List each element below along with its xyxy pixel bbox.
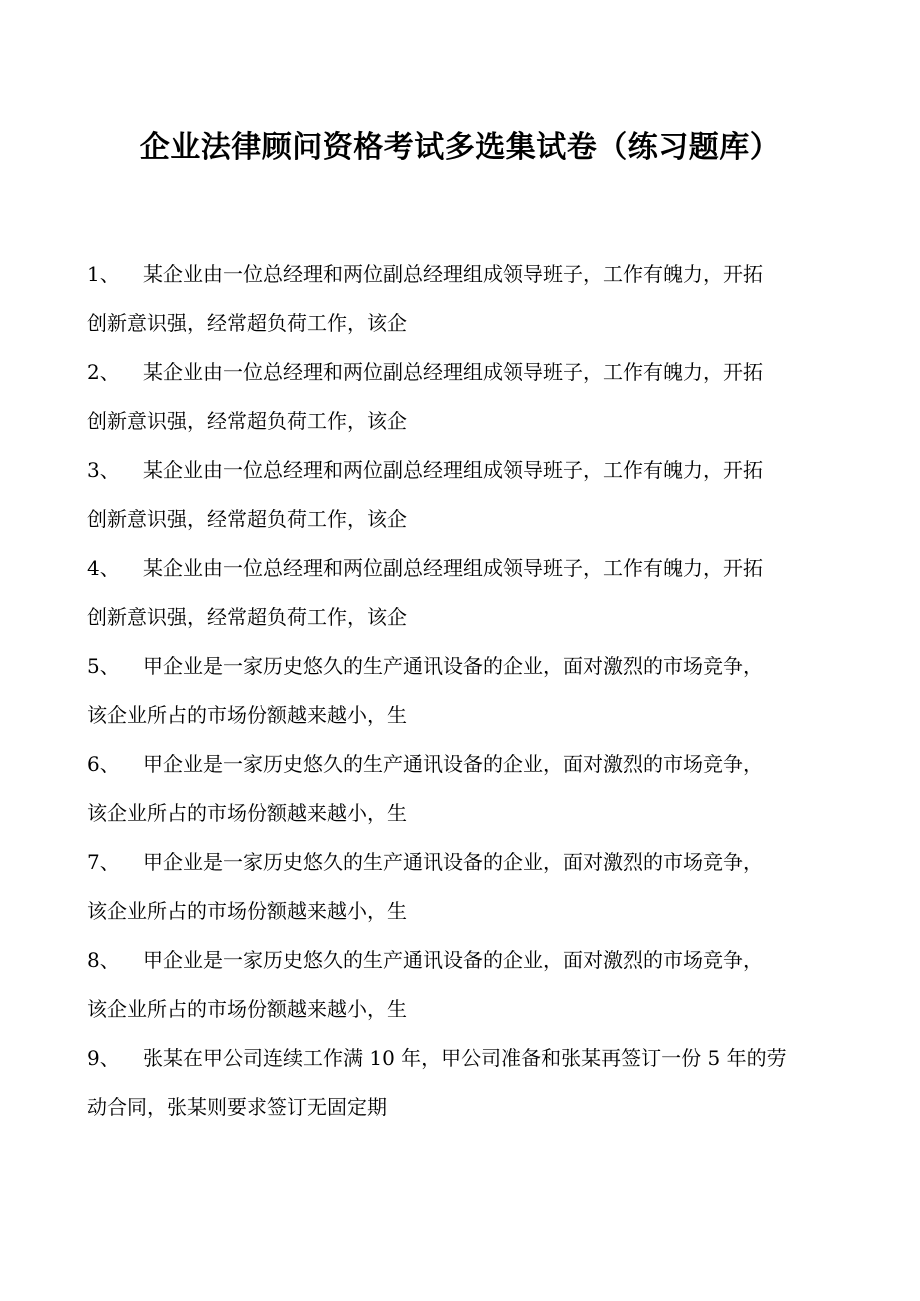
question-number: 1、 — [87, 262, 120, 286]
question-number: 5、 — [87, 654, 120, 678]
question-text: 张某在甲公司连续工作满 10 年，甲公司准备和张某再签订一份 5 年的劳 — [143, 1046, 787, 1070]
question-continuation: 该企业所占的市场份额越来越小，生 — [87, 899, 407, 923]
question-first-line — [87, 353, 827, 402]
question-first-line — [87, 941, 827, 990]
question-text: 甲企业是一家历史悠久的生产通讯设备的企业，面对激烈的市场竞争， — [143, 850, 763, 874]
question-list — [87, 255, 827, 1137]
question-item — [87, 451, 827, 549]
question-continuation: 该企业所占的市场份额越来越小，生 — [87, 801, 407, 825]
question-text: 某企业由一位总经理和两位副总经理组成领导班子，工作有魄力，开拓 — [143, 360, 763, 384]
question-first-line — [87, 745, 827, 794]
question-first-line — [87, 1039, 827, 1088]
question-text: 某企业由一位总经理和两位副总经理组成领导班子，工作有魄力，开拓 — [143, 458, 763, 482]
question-text: 甲企业是一家历史悠久的生产通讯设备的企业，面对激烈的市场竞争， — [143, 654, 763, 678]
question-item — [87, 941, 827, 1039]
question-text: 甲企业是一家历史悠久的生产通讯设备的企业，面对激烈的市场竞争， — [143, 948, 763, 972]
question-continuation: 动合同，张某则要求签订无固定期 — [87, 1095, 387, 1119]
question-item — [87, 353, 827, 451]
question-continuation: 创新意识强，经常超负荷工作，该企 — [87, 507, 407, 531]
question-continuation: 创新意识强，经常超负荷工作，该企 — [87, 311, 407, 335]
question-number: 9、 — [87, 1046, 120, 1070]
question-number: 7、 — [87, 850, 120, 874]
question-item — [87, 647, 827, 745]
question-continuation: 该企业所占的市场份额越来越小，生 — [87, 997, 407, 1021]
question-item — [87, 549, 827, 647]
question-first-line — [87, 255, 827, 304]
question-item — [87, 255, 827, 353]
question-first-line — [87, 843, 827, 892]
question-continuation: 创新意识强，经常超负荷工作，该企 — [87, 409, 407, 433]
question-first-line — [87, 647, 827, 696]
question-item — [87, 843, 827, 941]
document-title: 企业法律顾问资格考试多选集试卷（练习题库） — [139, 130, 781, 165]
question-text: 甲企业是一家历史悠久的生产通讯设备的企业，面对激烈的市场竞争， — [143, 752, 763, 776]
question-item — [87, 745, 827, 843]
question-first-line — [87, 549, 827, 598]
question-first-line — [87, 451, 827, 500]
question-item — [87, 1039, 827, 1137]
question-continuation: 该企业所占的市场份额越来越小，生 — [87, 703, 407, 727]
question-continuation: 创新意识强，经常超负荷工作，该企 — [87, 605, 407, 629]
question-number: 6、 — [87, 752, 120, 776]
question-number: 3、 — [87, 458, 120, 482]
question-number: 8、 — [87, 948, 120, 972]
question-number: 4、 — [87, 556, 120, 580]
question-text: 某企业由一位总经理和两位副总经理组成领导班子，工作有魄力，开拓 — [143, 556, 763, 580]
question-number: 2、 — [87, 360, 120, 384]
question-text: 某企业由一位总经理和两位副总经理组成领导班子，工作有魄力，开拓 — [143, 262, 763, 286]
